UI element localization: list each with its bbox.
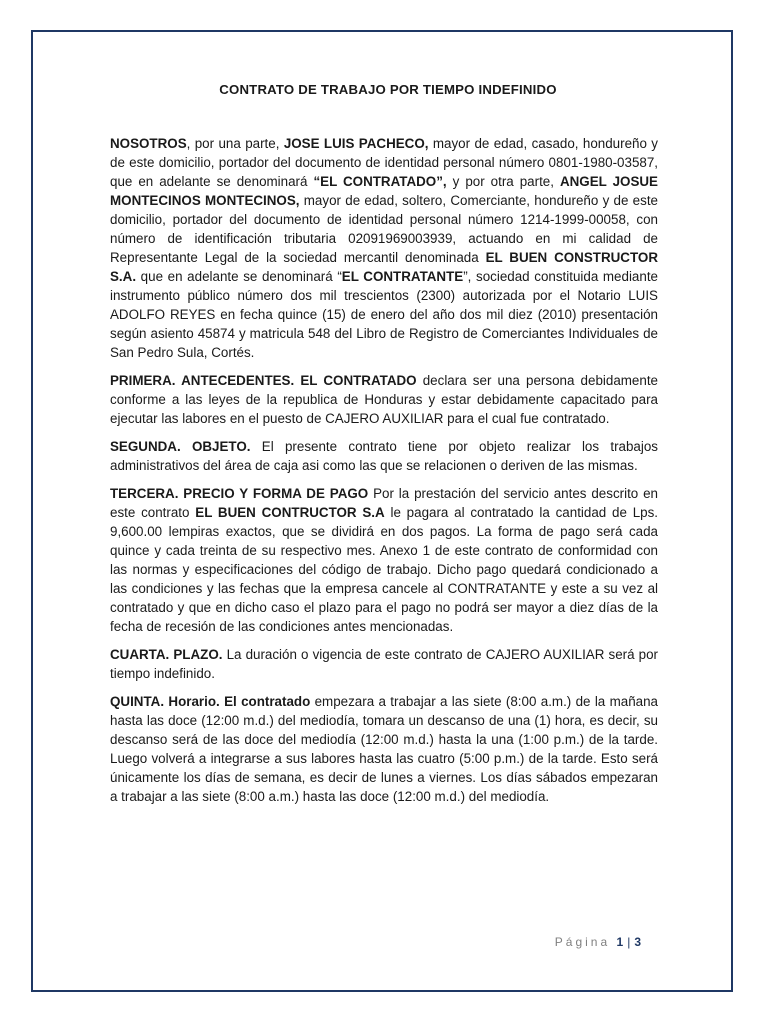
bold-text: “EL CONTRATADO”, [313,174,447,189]
body-text: La duración o vigencia de este contrato de CAJERO AUXILIAR será por tiempo indefinido. [110,647,659,681]
body-text: mayor de edad, soltero, Comerciante, hondureño y de este domicilio, portador del documento de identidad personal número 1214-1999-00058, con número de identificación tributaria 02091969003939, actuando en mi calidad de Representante Legal de la sociedad mercantil denominada [110,193,658,265]
body-text: ”, sociedad constituida mediante instrumento público número dos mil trescientos (2300) autorizada por el Notario LUIS ADOLFO REYES en fecha quince (15) de enero del año dos mil diez (2010) presentación según asiento 45874 y matricula 548 del Libro de Registro de Comerciantes Individuales de San Pedro Sula, Cortés. [110,269,658,360]
page-label: Página [554,935,611,949]
body-text: mayor de edad, casado, hondureño y de este domicilio, portador del documento de identidad personal número 0801-1980-03587, que en adelante se denominará [110,136,658,189]
page-separator: | [627,935,631,949]
clauses-container [110,134,658,806]
clause-cuarta [110,645,658,683]
bold-text: ANGEL JOSUE MONTECINOS MONTECINOS, [110,174,658,208]
body-text: , por una parte, [186,136,284,151]
body-text: empezara a trabajar a las siete (8:00 a.m.) de la mañana hasta las doce (12:00 m.d.) del mediodía, tomara un descanso de una (1) hora, es decir, su descanso será de las doce del mediodía (12:00 m.d.) hasta la una (1:00 p.m.) de la tarde. Luego volverá a integrarse a sus labores hasta las cuatro (5:00 p.m.) de la tarde. Esto será únicamente los días de semana, es decir de lunes a viernes. Los días sábados empezaran a trabajar a las siete (8:00 a.m.) hasta las doce (12:00 m.d.) del mediodía. [110,694,658,804]
body-text: y por otra parte, [446,174,560,189]
page-current: 1 [616,935,624,949]
bold-text: EL BUEN CONTRUCTOR S.A [195,505,385,520]
document-title: CONTRATO DE TRABAJO POR TIEMPO INDEFINIDO [219,82,557,97]
clause-quinta [110,692,658,806]
bold-text: CUARTA. PLAZO. [110,647,223,662]
bold-text: SEGUNDA. OBJETO. [110,439,251,454]
paragraph-nosotros [110,134,658,362]
body-text: Por la prestación del servicio antes descrito en este contrato [110,486,659,520]
bold-text: EL CONTRATANTE [341,269,464,284]
page-footer [555,935,641,949]
body-text: le pagara al contratado la cantidad de Lps. 9,600.00 lempiras exactos, que se dividirá en dos pagos. La forma de pago será cada quince y cada treinta de su respectivo mes. Anexo 1 de este contrato de conformidad con las normas y especificaciones del código de trabajo. Dicho pago quedará condicionado a las condiciones y las fechas que la empresa cancele al CONTRATANTE y este a su vez al contratado y que en dicho caso el plazo para el pago no podrá ser mayor a diez días de la fecha de recesión de las condiciones antes mencionadas. [110,505,658,634]
bold-text: NOSOTROS [110,136,187,151]
body-text: declara ser una persona debidamente conforme a las leyes de la republica de Honduras y estar debidamente capacitado para ejecutar las labores en el puesto de CAJERO AUXILIAR para el cual fue contratado. [110,373,658,426]
clause-tercera [110,484,658,636]
document-body [110,82,658,815]
bold-text: PRIMERA. ANTECEDENTES. EL CONTRATADO [110,373,417,388]
bold-text: TERCERA. PRECIO Y FORMA DE PAGO [110,486,369,501]
clause-primera [110,371,658,428]
bold-text: JOSE LUIS PACHECO, [283,136,429,151]
bold-text: EL BUEN CONSTRUCTOR S.A. [110,250,658,284]
bold-text: QUINTA. Horario. El contratado [110,694,311,709]
body-text: El presente contrato tiene por objeto realizar los trabajos administrativos del área de caja asi como las que se relacionen o deriven de las mismas. [110,439,658,473]
clause-segunda [110,437,658,475]
body-text: que en adelante se denominará “ [136,269,342,284]
page-total: 3 [634,935,641,949]
